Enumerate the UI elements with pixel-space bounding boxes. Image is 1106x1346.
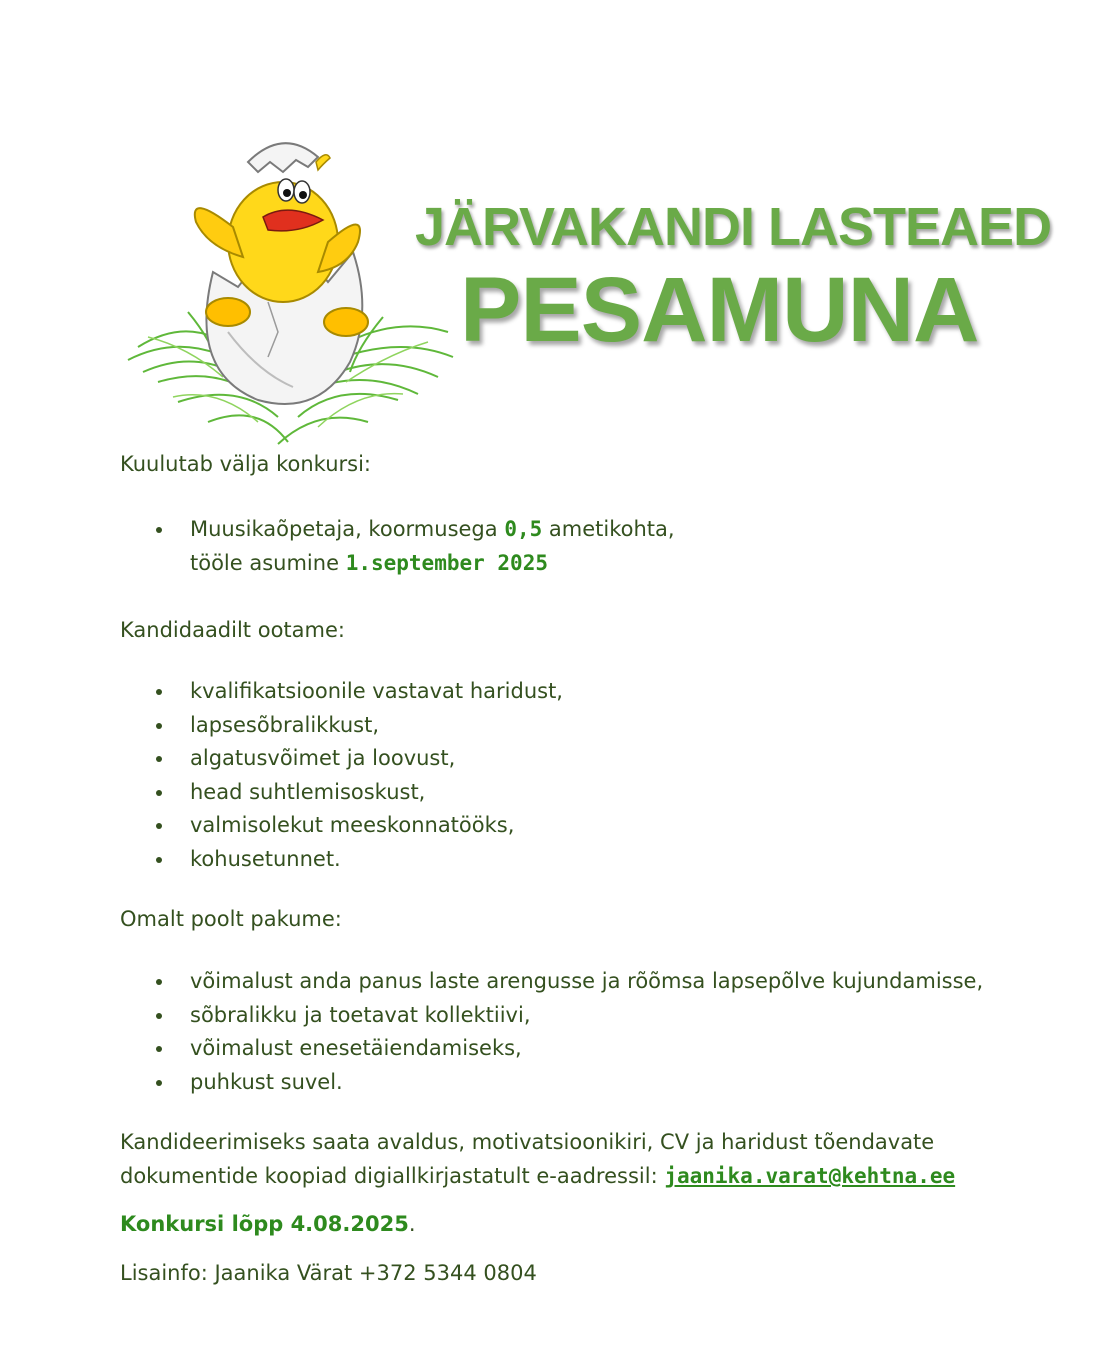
offer-text: sõbralikku ja toetavat kollektiivi, bbox=[190, 1002, 531, 1027]
bullet-icon bbox=[156, 723, 162, 729]
requirement-text: lapsesõbralikkust, bbox=[190, 712, 380, 737]
list-item bbox=[120, 1032, 983, 1066]
bullet-icon bbox=[156, 689, 162, 695]
requirements-list bbox=[120, 675, 563, 876]
requirement-text: kohusetunnet. bbox=[190, 846, 341, 871]
list-item bbox=[120, 843, 563, 877]
list-item bbox=[120, 999, 983, 1033]
position-line1-suffix: ametikohta, bbox=[542, 517, 675, 541]
kindergarten-name-line1: JÄRVAKANDI LASTEAED bbox=[415, 197, 1052, 257]
list-item bbox=[120, 809, 563, 843]
hatching-chick-in-egg-icon bbox=[118, 132, 458, 450]
list-item bbox=[120, 675, 563, 709]
list-item bbox=[120, 709, 563, 743]
requirement-text: algatusvõimet ja loovust, bbox=[190, 746, 456, 770]
list-item bbox=[120, 742, 563, 776]
contact-info: Lisainfo: Jaanika Värat +372 5344 0804 bbox=[120, 1261, 537, 1285]
bullet-icon bbox=[156, 1080, 162, 1086]
offers-list bbox=[120, 965, 983, 1099]
list-item-continuation bbox=[120, 547, 675, 581]
application-line1: Kandideerimiseks saata avaldus, motivatsioonikiri, CV ja haridust tõendavate bbox=[120, 1130, 935, 1154]
requirement-text: kvalifikatsioonile vastavat haridust, bbox=[190, 679, 563, 703]
position-list bbox=[120, 513, 675, 580]
deadline-suffix: . bbox=[408, 1212, 416, 1236]
list-item bbox=[120, 1066, 983, 1100]
bullet-icon bbox=[156, 756, 162, 762]
bullet-icon bbox=[156, 1046, 162, 1052]
requirement-text: head suhtlemisoskust, bbox=[190, 779, 426, 804]
deadline-text: Konkursi lõpp 4.08.2025 bbox=[120, 1212, 409, 1236]
bullet-icon bbox=[156, 1013, 162, 1019]
announce-text: Kuulutab välja konkursi: bbox=[120, 452, 371, 476]
list-item bbox=[120, 513, 675, 547]
application-line2 bbox=[120, 1160, 955, 1193]
application-line2-prefix: dokumentide koopiad digiallkirjastatult e-aadressil: bbox=[120, 1164, 665, 1188]
offer-text: võimalust enesetäiendamiseks, bbox=[190, 1036, 522, 1060]
bullet-icon bbox=[156, 790, 162, 796]
email-link[interactable]: jaanika.varat@kehtna.ee bbox=[664, 1164, 956, 1188]
bullet-icon bbox=[156, 979, 162, 985]
offer-text: võimalust anda panus laste arengusse ja rõõmsa lapsepõlve kujundamisse, bbox=[190, 969, 984, 993]
start-date: 1.september 2025 bbox=[345, 550, 548, 575]
bullet-icon bbox=[156, 857, 162, 863]
requirement-text: valmisolekut meeskonnatööks, bbox=[190, 813, 515, 837]
kindergarten-name-line2: PESAMUNA bbox=[460, 259, 979, 361]
position-line1-prefix: Muusikaõpetaja, koormusega bbox=[190, 517, 505, 541]
position-load: 0,5 bbox=[504, 517, 543, 541]
offers-heading: Omalt poolt pakume: bbox=[120, 907, 342, 931]
list-item bbox=[120, 965, 983, 999]
list-item bbox=[120, 776, 563, 810]
position-line2-prefix: tööle asumine bbox=[190, 550, 346, 575]
bullet-icon bbox=[156, 823, 162, 829]
deadline-line bbox=[120, 1208, 416, 1241]
bullet-icon bbox=[156, 527, 162, 533]
requirements-heading: Kandidaadilt ootame: bbox=[120, 618, 345, 642]
offer-text: puhkust suvel. bbox=[190, 1069, 343, 1094]
